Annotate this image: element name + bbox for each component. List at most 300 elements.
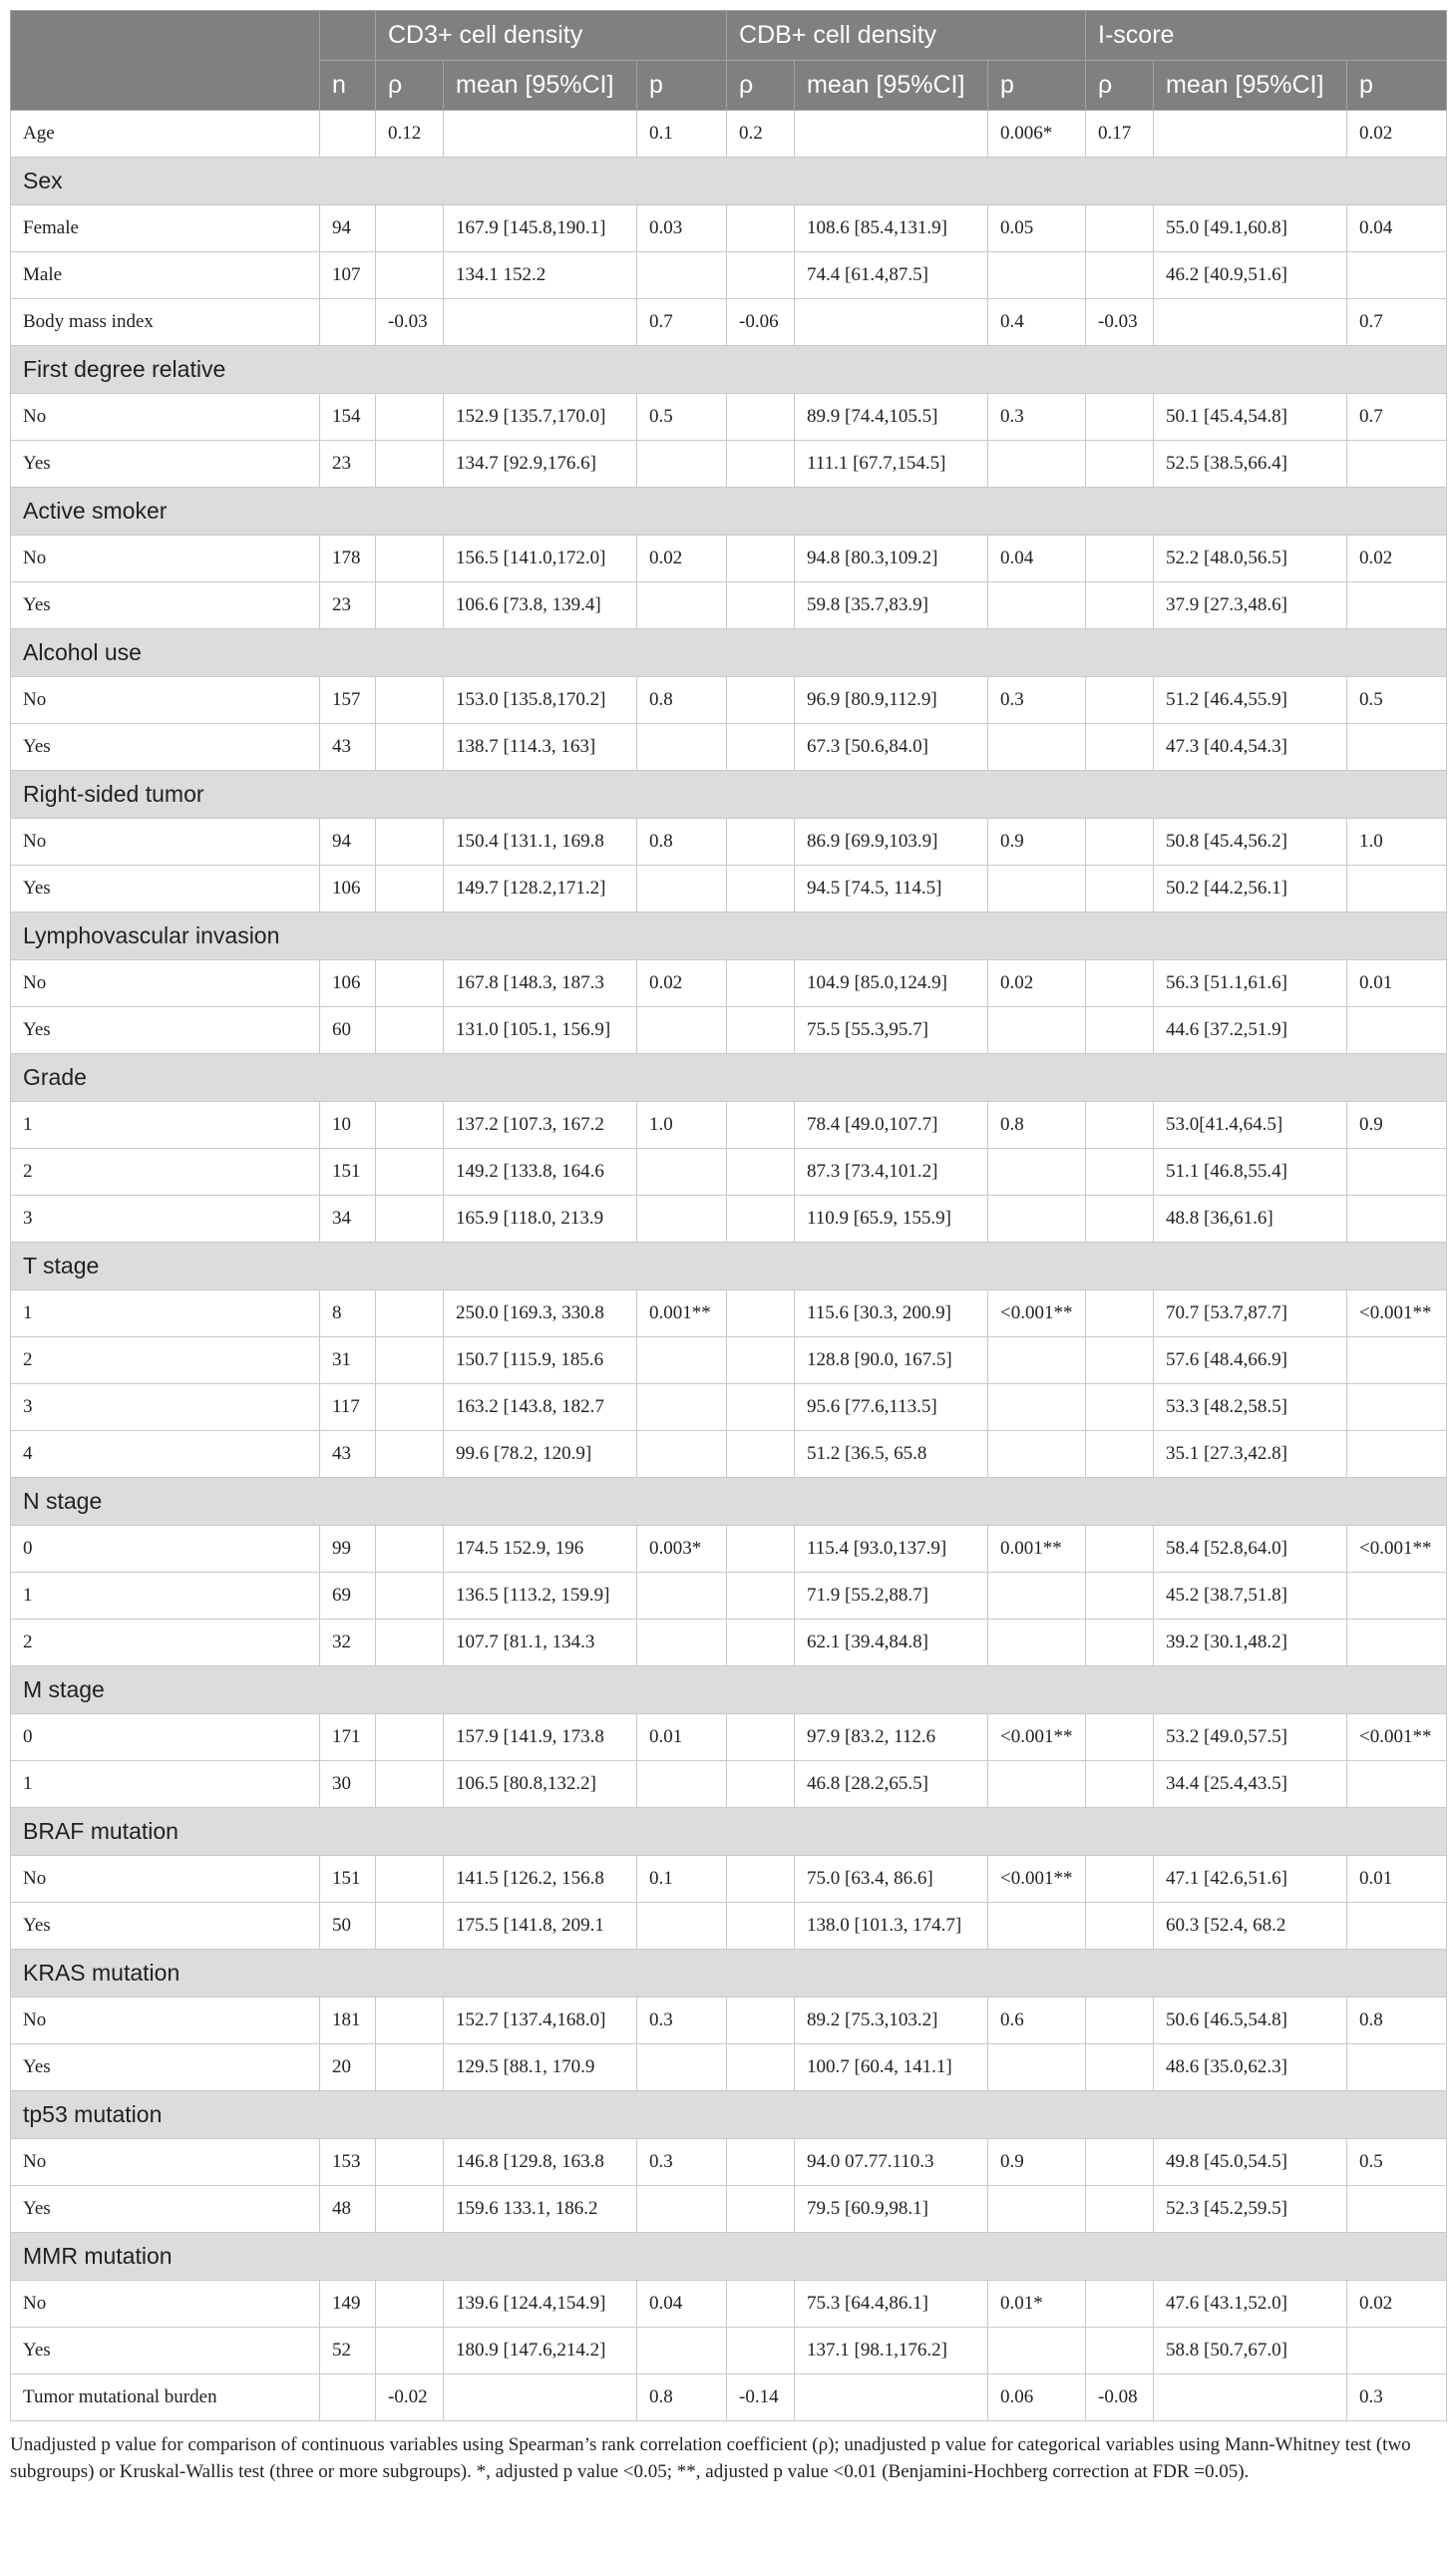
table-cell: 154 [320, 394, 376, 441]
results-table-container [10, 10, 1446, 2485]
table-row [11, 1007, 1447, 1054]
section-header-row [11, 1950, 1447, 1998]
table-cell [988, 1903, 1086, 1950]
table-cell [1086, 1431, 1154, 1478]
header-sub-cell: p [988, 61, 1086, 111]
table-cell [637, 582, 727, 629]
table-cell [727, 1290, 795, 1337]
row-label: No [11, 819, 320, 866]
table-cell: 0.001** [637, 1290, 727, 1337]
table-cell [376, 582, 444, 629]
table-cell [1086, 1714, 1154, 1761]
table-cell: -0.08 [1086, 2374, 1154, 2421]
table-cell [376, 1431, 444, 1478]
table-cell [727, 819, 795, 866]
table-cell: 69 [320, 1573, 376, 1620]
table-cell: 52.3 [45.2,59.5] [1154, 2186, 1347, 2233]
table-cell: 50.6 [46.5,54.8] [1154, 1998, 1347, 2044]
section-header-row [11, 912, 1447, 960]
table-cell: 94.5 [74.5, 114.5] [795, 866, 988, 912]
table-cell: 51.2 [46.4,55.9] [1154, 677, 1347, 724]
table-cell: 149 [320, 2281, 376, 2328]
table-cell [376, 724, 444, 771]
table-footnote: Unadjusted p value for comparison of continuous variables using Spearman’s rank correlation coefficient (ρ); unadjusted p value for categorical variables using Mann-Whitney test (two subgroups) or Kruskal-Wallis test (three or more subgroups). *, adjusted p value <0.05; **, adjusted p value <0.01 (Benjamini-Hochberg correction at FDR =0.05). [10, 2434, 1411, 2482]
table-cell [1086, 1384, 1154, 1431]
row-label: 3 [11, 1196, 320, 1243]
table-row [11, 582, 1447, 629]
table-cell: 159.6 133.1, 186.2 [444, 2186, 637, 2233]
table-cell: 45.2 [38.7,51.8] [1154, 1573, 1347, 1620]
table-cell: 50.8 [45.4,56.2] [1154, 819, 1347, 866]
table-cell [988, 1384, 1086, 1431]
table-cell [1086, 441, 1154, 488]
row-label: Body mass index [11, 299, 320, 346]
table-cell [1347, 1761, 1447, 1808]
row-label: No [11, 1998, 320, 2044]
table-cell: -0.03 [376, 299, 444, 346]
row-label: No [11, 1856, 320, 1903]
table-cell [320, 111, 376, 158]
table-cell [1347, 2328, 1447, 2374]
table-cell [727, 582, 795, 629]
table-cell [727, 1007, 795, 1054]
table-row [11, 1337, 1447, 1384]
table-cell: 174.5 152.9, 196 [444, 1526, 637, 1573]
table-cell: 1.0 [637, 1102, 727, 1149]
table-cell [376, 2044, 444, 2091]
table-cell: 150.7 [115.9, 185.6 [444, 1337, 637, 1384]
section-header-row [11, 1666, 1447, 1714]
table-cell [988, 1573, 1086, 1620]
table-row [11, 1290, 1447, 1337]
table-cell: 153 [320, 2139, 376, 2186]
table-cell: 58.4 [52.8,64.0] [1154, 1526, 1347, 1573]
header-sub-cell: ρ [1086, 61, 1154, 111]
table-cell: 46.2 [40.9,51.6] [1154, 252, 1347, 299]
table-cell [727, 1998, 795, 2044]
table-cell [1086, 1856, 1154, 1903]
table-cell: 52.2 [48.0,56.5] [1154, 536, 1347, 582]
table-cell [727, 205, 795, 252]
row-label: No [11, 2139, 320, 2186]
row-label: No [11, 2281, 320, 2328]
table-cell: 0.01 [637, 1714, 727, 1761]
table-cell [1086, 205, 1154, 252]
table-cell: 94.0 07.77.110.3 [795, 2139, 988, 2186]
row-label: Yes [11, 724, 320, 771]
table-cell: 0.001** [988, 1526, 1086, 1573]
table-cell [988, 1761, 1086, 1808]
row-label: Male [11, 252, 320, 299]
table-cell [1086, 1620, 1154, 1666]
table-cell [637, 441, 727, 488]
table-cell [376, 1998, 444, 2044]
table-cell: 171 [320, 1714, 376, 1761]
table-cell: 86.9 [69.9,103.9] [795, 819, 988, 866]
table-cell: 52 [320, 2328, 376, 2374]
header-sub-cell: ρ [727, 61, 795, 111]
table-cell: 165.9 [118.0, 213.9 [444, 1196, 637, 1243]
table-cell: 39.2 [30.1,48.2] [1154, 1620, 1347, 1666]
table-cell [637, 866, 727, 912]
table-row [11, 394, 1447, 441]
table-cell: 181 [320, 1998, 376, 2044]
table-cell [1154, 2374, 1347, 2421]
table-cell: 47.1 [42.6,51.6] [1154, 1856, 1347, 1903]
table-cell [1347, 724, 1447, 771]
table-cell [988, 1196, 1086, 1243]
table-cell: 0.5 [1347, 2139, 1447, 2186]
table-cell: 0.5 [1347, 677, 1447, 724]
row-label: Yes [11, 2328, 320, 2374]
table-cell [637, 1196, 727, 1243]
table-cell: 151 [320, 1149, 376, 1196]
row-label: Yes [11, 2186, 320, 2233]
table-cell: 115.4 [93.0,137.9] [795, 1526, 988, 1573]
table-cell: 134.7 [92.9,176.6] [444, 441, 637, 488]
table-cell [1347, 1620, 1447, 1666]
table-row [11, 2139, 1447, 2186]
table-cell [1086, 1526, 1154, 1573]
table-cell [376, 1761, 444, 1808]
table-cell: 20 [320, 2044, 376, 2091]
table-cell: 0.8 [637, 819, 727, 866]
table-cell: 0.06 [988, 2374, 1086, 2421]
table-cell: 53.3 [48.2,58.5] [1154, 1384, 1347, 1431]
table-cell: 167.8 [148.3, 187.3 [444, 960, 637, 1007]
table-cell: 163.2 [143.8, 182.7 [444, 1384, 637, 1431]
row-label: Yes [11, 1903, 320, 1950]
table-cell: 71.9 [55.2,88.7] [795, 1573, 988, 1620]
table-cell: 134.1 152.2 [444, 252, 637, 299]
table-cell: 0.01 [1347, 1856, 1447, 1903]
table-row [11, 2374, 1447, 2421]
table-cell [637, 1573, 727, 1620]
table-cell [1086, 1007, 1154, 1054]
table-cell: 178 [320, 536, 376, 582]
table-cell [637, 1007, 727, 1054]
table-cell [1086, 866, 1154, 912]
table-cell: 151 [320, 1856, 376, 1903]
table-cell: 95.6 [77.6,113.5] [795, 1384, 988, 1431]
table-cell [376, 1384, 444, 1431]
table-cell: 153.0 [135.8,170.2] [444, 677, 637, 724]
table-cell [1347, 1903, 1447, 1950]
table-cell [637, 1620, 727, 1666]
table-cell: 0.04 [988, 536, 1086, 582]
row-label: 1 [11, 1102, 320, 1149]
table-cell: 0.8 [637, 677, 727, 724]
table-cell: 0.8 [1347, 1998, 1447, 2044]
table-cell: 136.5 [113.2, 159.9] [444, 1573, 637, 1620]
table-cell: 106.5 [80.8,132.2] [444, 1761, 637, 1808]
section-label: MMR mutation [11, 2233, 1447, 2281]
table-cell: 110.9 [65.9, 155.9] [795, 1196, 988, 1243]
table-cell: 55.0 [49.1,60.8] [1154, 205, 1347, 252]
table-cell: 167.9 [145.8,190.1] [444, 205, 637, 252]
table-cell [1154, 111, 1347, 158]
table-cell: 0.7 [1347, 299, 1447, 346]
table-cell [727, 1526, 795, 1573]
section-header-row [11, 158, 1447, 205]
table-cell [444, 111, 637, 158]
table-cell [637, 1431, 727, 1478]
table-row [11, 1431, 1447, 1478]
table-cell [376, 441, 444, 488]
header-group-iscore: I-score [1086, 11, 1447, 61]
table-cell: 46.8 [28.2,65.5] [795, 1761, 988, 1808]
table-cell: 8 [320, 1290, 376, 1337]
table-cell: 67.3 [50.6,84.0] [795, 724, 988, 771]
table-cell: 99.6 [78.2, 120.9] [444, 1431, 637, 1478]
table-cell [1086, 2044, 1154, 2091]
section-label: Lymphovascular invasion [11, 912, 1447, 960]
table-cell [1086, 536, 1154, 582]
table-cell: 152.7 [137.4,168.0] [444, 1998, 637, 2044]
table-cell [376, 1573, 444, 1620]
table-row [11, 1903, 1447, 1950]
table-body [11, 111, 1447, 2421]
table-cell [1086, 394, 1154, 441]
table-cell [727, 2139, 795, 2186]
section-header-row [11, 1243, 1447, 1290]
header-blank-n [320, 11, 376, 61]
table-cell [1347, 1007, 1447, 1054]
table-cell [1347, 1196, 1447, 1243]
table-cell: 32 [320, 1620, 376, 1666]
table-row [11, 1714, 1447, 1761]
table-header [11, 11, 1447, 111]
table-cell [637, 1337, 727, 1384]
row-label: 1 [11, 1573, 320, 1620]
table-cell [637, 1761, 727, 1808]
table-cell [1086, 677, 1154, 724]
table-cell [727, 2281, 795, 2328]
table-cell [727, 1149, 795, 1196]
table-cell [637, 2044, 727, 2091]
table-cell [1086, 2186, 1154, 2233]
table-cell: 10 [320, 1102, 376, 1149]
table-cell [376, 252, 444, 299]
table-cell: 0.1 [637, 1856, 727, 1903]
table-row [11, 724, 1447, 771]
row-label: No [11, 960, 320, 1007]
row-label: Female [11, 205, 320, 252]
table-cell: <0.001** [1347, 1290, 1447, 1337]
row-label: Yes [11, 582, 320, 629]
section-label: M stage [11, 1666, 1447, 1714]
table-cell: 35.1 [27.3,42.8] [1154, 1431, 1347, 1478]
table-cell: 0.003* [637, 1526, 727, 1573]
table-cell [988, 2044, 1086, 2091]
table-cell [376, 819, 444, 866]
table-cell [637, 252, 727, 299]
table-cell [1347, 1337, 1447, 1384]
table-cell: <0.001** [1347, 1526, 1447, 1573]
table-row [11, 1620, 1447, 1666]
section-header-row [11, 1054, 1447, 1102]
table-cell: 50.1 [45.4,54.8] [1154, 394, 1347, 441]
section-header-row [11, 346, 1447, 394]
table-cell: 0.03 [637, 205, 727, 252]
table-row [11, 2044, 1447, 2091]
table-cell [988, 724, 1086, 771]
table-cell [1347, 1573, 1447, 1620]
table-cell [727, 1714, 795, 1761]
table-cell [988, 582, 1086, 629]
table-cell [727, 1384, 795, 1431]
table-cell: 0.6 [988, 1998, 1086, 2044]
table-cell: 137.2 [107.3, 167.2 [444, 1102, 637, 1149]
header-group-cd3: CD3+ cell density [376, 11, 727, 61]
table-cell [376, 677, 444, 724]
table-cell: -0.03 [1086, 299, 1154, 346]
table-cell: 53.2 [49.0,57.5] [1154, 1714, 1347, 1761]
table-cell [1347, 441, 1447, 488]
table-cell: 157 [320, 677, 376, 724]
table-cell [988, 441, 1086, 488]
table-cell [727, 252, 795, 299]
table-cell [1154, 299, 1347, 346]
results-table [10, 10, 1447, 2421]
table-cell: -0.02 [376, 2374, 444, 2421]
row-label: Tumor mutational burden [11, 2374, 320, 2421]
table-cell [376, 394, 444, 441]
table-cell: 59.8 [35.7,83.9] [795, 582, 988, 629]
table-cell: 138.0 [101.3, 174.7] [795, 1903, 988, 1950]
table-cell: 49.8 [45.0,54.5] [1154, 2139, 1347, 2186]
table-cell: 87.3 [73.4,101.2] [795, 1149, 988, 1196]
table-cell [376, 1620, 444, 1666]
table-cell [320, 2374, 376, 2421]
section-label: Grade [11, 1054, 1447, 1102]
table-cell: 94.8 [80.3,109.2] [795, 536, 988, 582]
section-header-row [11, 2233, 1447, 2281]
table-cell [727, 1196, 795, 1243]
table-cell: 0.4 [988, 299, 1086, 346]
section-header-row [11, 1478, 1447, 1526]
table-row [11, 441, 1447, 488]
row-label: 4 [11, 1431, 320, 1478]
table-cell: 106 [320, 866, 376, 912]
table-cell: 0.3 [637, 1998, 727, 2044]
table-cell: 37.9 [27.3,48.6] [1154, 582, 1347, 629]
table-cell: 56.3 [51.1,61.6] [1154, 960, 1347, 1007]
table-cell: 62.1 [39.4,84.8] [795, 1620, 988, 1666]
table-cell [1086, 252, 1154, 299]
row-label: Yes [11, 1007, 320, 1054]
table-cell: 175.5 [141.8, 209.1 [444, 1903, 637, 1950]
table-cell: 43 [320, 1431, 376, 1478]
table-cell: 79.5 [60.9,98.1] [795, 2186, 988, 2233]
table-cell [727, 677, 795, 724]
table-cell: 128.8 [90.0, 167.5] [795, 1337, 988, 1384]
table-cell [376, 1290, 444, 1337]
table-cell: 137.1 [98.1,176.2] [795, 2328, 988, 2374]
row-label: 2 [11, 1620, 320, 1666]
section-label: Alcohol use [11, 629, 1447, 677]
table-cell: 100.7 [60.4, 141.1] [795, 2044, 988, 2091]
table-cell: 111.1 [67.7,154.5] [795, 441, 988, 488]
table-cell: 0.1 [637, 111, 727, 158]
table-cell: 0.3 [988, 677, 1086, 724]
table-cell [1086, 1998, 1154, 2044]
row-label: 2 [11, 1149, 320, 1196]
table-cell: 44.6 [37.2,51.9] [1154, 1007, 1347, 1054]
table-cell: 0.3 [988, 394, 1086, 441]
table-cell [376, 2328, 444, 2374]
table-row [11, 1856, 1447, 1903]
section-label: Active smoker [11, 488, 1447, 536]
table-cell [376, 1714, 444, 1761]
section-header-row [11, 629, 1447, 677]
table-cell [1347, 252, 1447, 299]
table-cell [376, 2139, 444, 2186]
table-cell [727, 1761, 795, 1808]
table-cell [727, 441, 795, 488]
header-sub-cell: mean [95%CI] [795, 61, 988, 111]
table-cell [1347, 2044, 1447, 2091]
header-sub-cell: p [1347, 61, 1447, 111]
table-cell [637, 724, 727, 771]
table-cell [1347, 2186, 1447, 2233]
table-cell: 139.6 [124.4,154.9] [444, 2281, 637, 2328]
table-cell: 0.04 [637, 2281, 727, 2328]
table-cell: -0.14 [727, 2374, 795, 2421]
table-row [11, 1573, 1447, 1620]
row-label: Age [11, 111, 320, 158]
section-label: KRAS mutation [11, 1950, 1447, 1998]
table-cell [727, 1620, 795, 1666]
table-cell: 57.6 [48.4,66.9] [1154, 1337, 1347, 1384]
section-label: N stage [11, 1478, 1447, 1526]
table-row [11, 2186, 1447, 2233]
table-cell [1347, 1431, 1447, 1478]
table-cell [1086, 1573, 1154, 1620]
table-row [11, 960, 1447, 1007]
table-cell: 75.3 [64.4,86.1] [795, 2281, 988, 2328]
table-cell: 96.9 [80.9,112.9] [795, 677, 988, 724]
table-cell [1086, 1196, 1154, 1243]
table-cell: 60.3 [52.4, 68.2 [1154, 1903, 1347, 1950]
table-cell: 99 [320, 1526, 376, 1573]
table-cell [727, 1856, 795, 1903]
table-cell [376, 2186, 444, 2233]
table-row [11, 1761, 1447, 1808]
table-cell: 149.2 [133.8, 164.6 [444, 1149, 637, 1196]
table-cell: 78.4 [49.0,107.7] [795, 1102, 988, 1149]
table-cell [727, 394, 795, 441]
table-cell [795, 299, 988, 346]
table-cell: 0.8 [988, 1102, 1086, 1149]
table-cell: 0.02 [1347, 536, 1447, 582]
table-cell: 0.9 [988, 819, 1086, 866]
table-cell [727, 2186, 795, 2233]
table-cell: 60 [320, 1007, 376, 1054]
table-cell [376, 1196, 444, 1243]
section-label: tp53 mutation [11, 2091, 1447, 2139]
table-cell [727, 1573, 795, 1620]
table-cell: 48 [320, 2186, 376, 2233]
table-cell [1086, 1149, 1154, 1196]
table-cell [1086, 960, 1154, 1007]
table-cell [444, 299, 637, 346]
header-blank-cell [11, 11, 320, 111]
table-row [11, 677, 1447, 724]
table-cell [1347, 1149, 1447, 1196]
table-cell: 0.02 [988, 960, 1086, 1007]
table-cell [988, 252, 1086, 299]
